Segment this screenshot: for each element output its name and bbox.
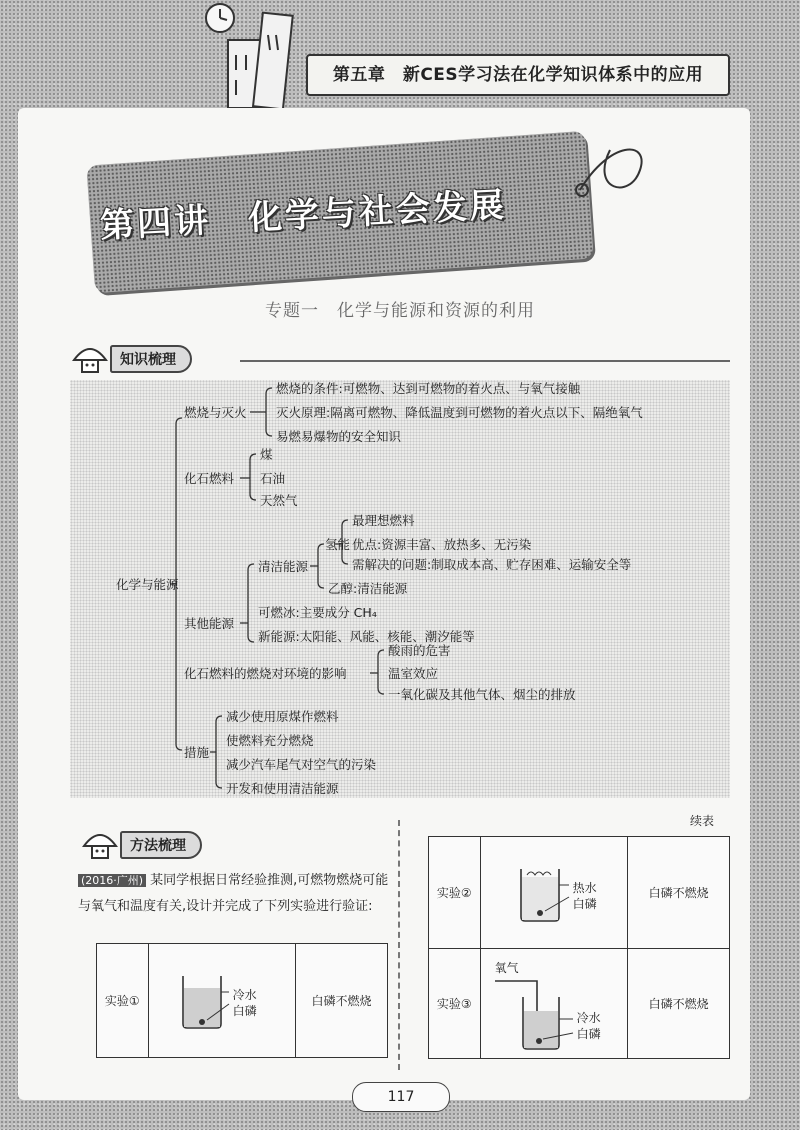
leaf-combustion-2: 灭火原理:隔离可燃物、降低温度到可燃物的着火点以下、隔绝氧气 [276,405,643,420]
leaf-combustion-3: 易燃易爆物的安全知识 [276,429,402,444]
knowledge-section-header [70,344,192,374]
leaf-measures-2: 使燃料充分燃烧 [226,733,314,748]
leaf-hydrogen-3: 需解决的问题:制取成本高、贮存困难、运输安全等 [352,557,632,572]
leaf-impact-1: 酸雨的危害 [388,643,451,658]
exp3-name: 实验③ [429,949,481,1059]
method-section-header [80,830,202,860]
leaf-impact-2: 温室效应 [388,666,439,681]
page-number: 117 [352,1082,450,1112]
question-stem [78,868,398,920]
exp2-label-water: 热水 [572,881,597,895]
exp2-diagram [480,837,628,949]
experiment-table-right [428,836,730,1059]
topic-title: 专题一 化学与能源和资源的利用 [265,301,535,321]
exp3-result: 白磷不燃烧 [628,949,730,1059]
beaker-with-tube-icon [493,967,583,1057]
mushroom-icon [80,830,120,860]
exp1-name: 实验① [97,944,149,1058]
knowledge-section-label: 知识梳理 [110,345,192,373]
leaf-fossil-3: 天然气 [260,493,298,508]
leaf-ethanol: 乙醇:清洁能源 [328,581,408,596]
exp2-label-phosphorus: 白磷 [572,897,597,911]
leaf-impact-3: 一氧化碳及其他气体、烟尘的排放 [388,687,576,702]
mushroom-icon [70,344,110,374]
continued-label: 续表 [690,814,715,828]
node-impact: 化石燃料的燃烧对环境的影响 [184,666,347,681]
exp1-diagram [148,944,295,1058]
knowledge-section-rule [240,360,730,362]
tag-string [570,130,660,220]
exp2-result: 白磷不燃烧 [628,837,730,949]
node-hydrogen: 氢能 [325,537,351,552]
leaf-combustible-ice: 可燃冰:主要成分 CH₄ [258,605,377,620]
node-fossil: 化石燃料 [184,471,235,486]
node-other: 其他能源 [184,616,235,631]
exp3-label-phosphorus: 白磷 [576,1027,601,1041]
node-clean: 清洁能源 [258,559,309,574]
question-text: 某同学根据日常经验推测,可燃物燃烧可能与氧气和温度有关,设计并完成了下列实验进行验证: [78,873,389,914]
knowledge-mindmap [70,380,730,798]
node-measures: 措施 [184,745,210,760]
leaf-fossil-1: 煤 [260,447,273,462]
leaf-hydrogen-2: 优点:资源丰富、放热多、无污染 [352,537,532,552]
exp2-name: 实验② [429,837,481,949]
leaf-hydrogen-1: 最理想燃料 [352,513,415,528]
leaf-fossil-2: 石油 [260,471,286,486]
leaf-combustion-1: 燃烧的条件:可燃物、达到可燃物的着火点、与氧气接触 [276,381,581,396]
method-section-label: 方法梳理 [120,831,202,859]
node-combustion: 燃烧与灭火 [184,405,247,420]
chapter-header: 第五章 新CES学习法在化学知识体系中的应用 [306,54,730,96]
mindmap-root: 化学与能源 [116,577,179,592]
exp3-label-oxygen: 氧气 [494,961,519,975]
exp3-diagram [480,949,628,1059]
column-divider [398,820,400,1070]
experiment-table-left [96,943,388,1058]
leaf-measures-1: 减少使用原煤作燃料 [226,709,339,724]
lesson-title: 第四讲 化学与社会发展 [99,185,508,247]
exp3-label-water: 冷水 [576,1011,601,1025]
leaf-measures-3: 减少汽车尾气对空气的污染 [226,757,377,772]
leaf-new-energy: 新能源:太阳能、风能、核能、潮汐能等 [258,629,475,644]
exp1-label-phosphorus: 白磷 [232,1004,257,1018]
building-illustration [200,0,310,110]
exp1-label-water: 冷水 [232,988,257,1002]
exp1-result: 白磷不燃烧 [295,944,387,1058]
question-source: (2016·广州) [78,874,146,887]
leaf-measures-4: 开发和使用清洁能源 [226,781,339,796]
